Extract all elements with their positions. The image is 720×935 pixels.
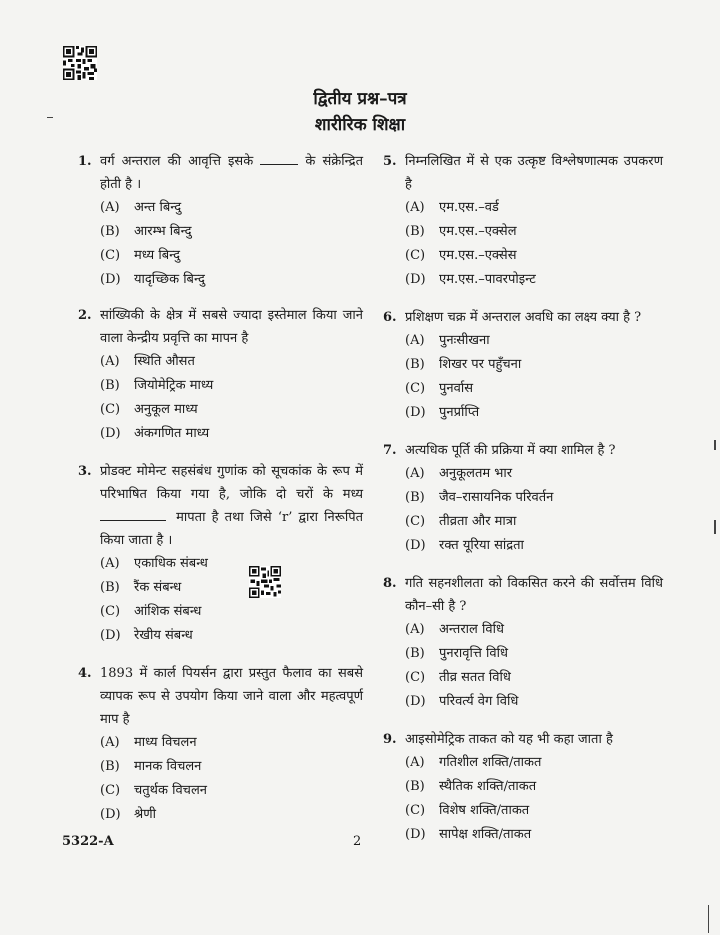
- option-b: (B) पुनरावृत्ति विधि: [405, 646, 508, 661]
- options-list: [100, 350, 363, 446]
- question-text: प्रोडक्ट मोमेन्ट सहसंबंध गुणांक को सूचकांक के रूप में परिभाषित किया गया है, जोकि दो चरों के मध्य मापता है तथा जिसे ‘r’ द्वारा निरूपित किया जाता है ।: [100, 464, 363, 548]
- scan-edge-mark: [714, 440, 716, 450]
- question-4: [78, 662, 363, 827]
- question-number: 4.: [78, 666, 92, 681]
- question-6: [383, 306, 663, 425]
- question-2: [78, 304, 363, 446]
- options-list: [405, 618, 663, 714]
- option-d: (D) सापेक्ष शक्ति/ताकत: [405, 827, 532, 842]
- option-b: (B) जियोमेट्रिक माध्य: [100, 378, 214, 393]
- options-list: [405, 462, 663, 558]
- question-text: आइसोमेट्रिक ताकत को यह भी कहा जाता है: [405, 732, 613, 747]
- option-c: (C) मध्य बिन्दु: [100, 248, 181, 263]
- question-text: 1893 में कार्ल पियर्सन द्वारा प्रस्तुत फैलाव का सबसे व्यापक रूप से उपयोग किया जाने वाला और महत्वपूर्ण माप है: [100, 666, 363, 727]
- option-a: (A) माध्य विचलन: [100, 735, 197, 750]
- option-d: (D) रेखीय संबन्ध: [100, 628, 193, 643]
- question-9: [383, 728, 663, 847]
- qr-code-icon: [249, 566, 281, 598]
- option-c: (C) आंशिक संबन्ध: [100, 604, 202, 619]
- option-d: (D) एम.एस.–पावरपोइन्ट: [405, 272, 536, 287]
- question-3: [78, 460, 363, 648]
- qr-code-icon: [63, 46, 97, 80]
- paper-title: द्वितीय प्रश्न–पत्र: [313, 89, 407, 109]
- options-list: [100, 196, 363, 292]
- option-c: (C) तीव्र सतत विधि: [405, 670, 511, 685]
- option-b: (B) जैव–रासायनिक परिवर्तन: [405, 490, 554, 505]
- option-d: (D) यादृच्छिक बिन्दु: [100, 272, 205, 287]
- question-1: [78, 150, 363, 292]
- question-number: 3.: [78, 464, 92, 479]
- option-d: (D) परिवर्त्य वेग विधि: [405, 694, 519, 709]
- option-a: (A) अनुकूलतम भार: [405, 466, 513, 481]
- question-text: निम्नलिखित में से एक उत्कृष्ट विश्लेषणात्मक उपकरण है: [405, 154, 663, 192]
- option-a: (A) पुनःसीखना: [405, 333, 490, 348]
- options-list: [100, 552, 363, 648]
- question-number: 5.: [383, 154, 397, 169]
- options-list: [405, 196, 663, 292]
- question-text: अत्यधिक पूर्ति की प्रक्रिया में क्या शामिल है ?: [405, 443, 616, 458]
- option-d: (D) पुनर्प्राप्ति: [405, 405, 480, 420]
- subject-title: शारीरिक शिक्षा: [314, 115, 406, 135]
- option-d: (D) अंकगणित माध्य: [100, 426, 210, 441]
- option-b: (B) स्थैतिक शक्ति/ताकत: [405, 779, 537, 794]
- option-c: (C) एम.एस.–एक्सेस: [405, 248, 517, 263]
- option-a: (A) अन्त बिन्दु: [100, 200, 182, 215]
- question-text: सांख्यिकी के क्षेत्र में सबसे ज्यादा इस्तेमाल किया जाने वाला केन्द्रीय प्रवृत्ति का मापन है: [100, 308, 363, 346]
- question-8: [383, 572, 663, 714]
- right-column: [383, 150, 663, 847]
- options-list: [100, 731, 363, 827]
- option-b: (B) रैंक संबन्ध: [100, 580, 182, 595]
- option-d: (D) श्रेणी: [100, 807, 156, 822]
- scan-edge-mark: [708, 905, 709, 933]
- option-c: (C) चतुर्थक विचलन: [100, 783, 207, 798]
- option-d: (D) रक्त यूरिया सांद्रता: [405, 538, 524, 553]
- option-b: (B) मानक विचलन: [100, 759, 202, 774]
- question-text: गति सहनशीलता को विकसित करने की सर्वोत्तम विधि कौन–सी है ?: [405, 576, 663, 614]
- fill-blank: [260, 152, 298, 165]
- question-number: 7.: [383, 443, 397, 458]
- fill-blank: [100, 508, 166, 521]
- options-list: [405, 751, 663, 847]
- scan-edge-mark: [714, 520, 716, 534]
- left-column: [78, 150, 363, 827]
- option-c: (C) अनुकूल माध्य: [100, 402, 198, 417]
- question-7: [383, 439, 663, 558]
- question-number: 9.: [383, 732, 397, 747]
- paper-code: 5322-A: [62, 834, 114, 849]
- option-b: (B) एम.एस.–एक्सेल: [405, 224, 517, 239]
- page-number: 2: [353, 834, 362, 849]
- question-number: 6.: [383, 310, 397, 325]
- option-c: (C) तीव्रता और मात्रा: [405, 514, 517, 529]
- option-a: (A) स्थिति औसत: [100, 354, 195, 369]
- question-number: 1.: [78, 154, 92, 169]
- option-a: (A) एकाधिक संबन्ध: [100, 556, 208, 571]
- option-a: (A) अन्तराल विधि: [405, 622, 504, 637]
- question-text: प्रशिक्षण चक्र में अन्तराल अवधि का लक्ष्य क्या है ?: [405, 310, 642, 325]
- option-a: (A) एम.एस.–वर्ड: [405, 200, 499, 215]
- question-number: 2.: [78, 308, 92, 323]
- options-list: [405, 329, 663, 425]
- question-5: [383, 150, 663, 292]
- option-c: (C) पुनर्वास: [405, 381, 473, 396]
- option-a: (A) गतिशील शक्ति/ताकत: [405, 755, 542, 770]
- question-text: वर्ग अन्तराल की आवृत्ति इसके के संक्रेन्द्रित होती है ।: [100, 154, 363, 192]
- question-number: 8.: [383, 576, 397, 591]
- scan-edge-mark: [47, 117, 53, 118]
- option-b: (B) आरम्भ बिन्दु: [100, 224, 192, 239]
- option-c: (C) विशेष शक्ति/ताकत: [405, 803, 530, 818]
- option-b: (B) शिखर पर पहुँचना: [405, 357, 522, 372]
